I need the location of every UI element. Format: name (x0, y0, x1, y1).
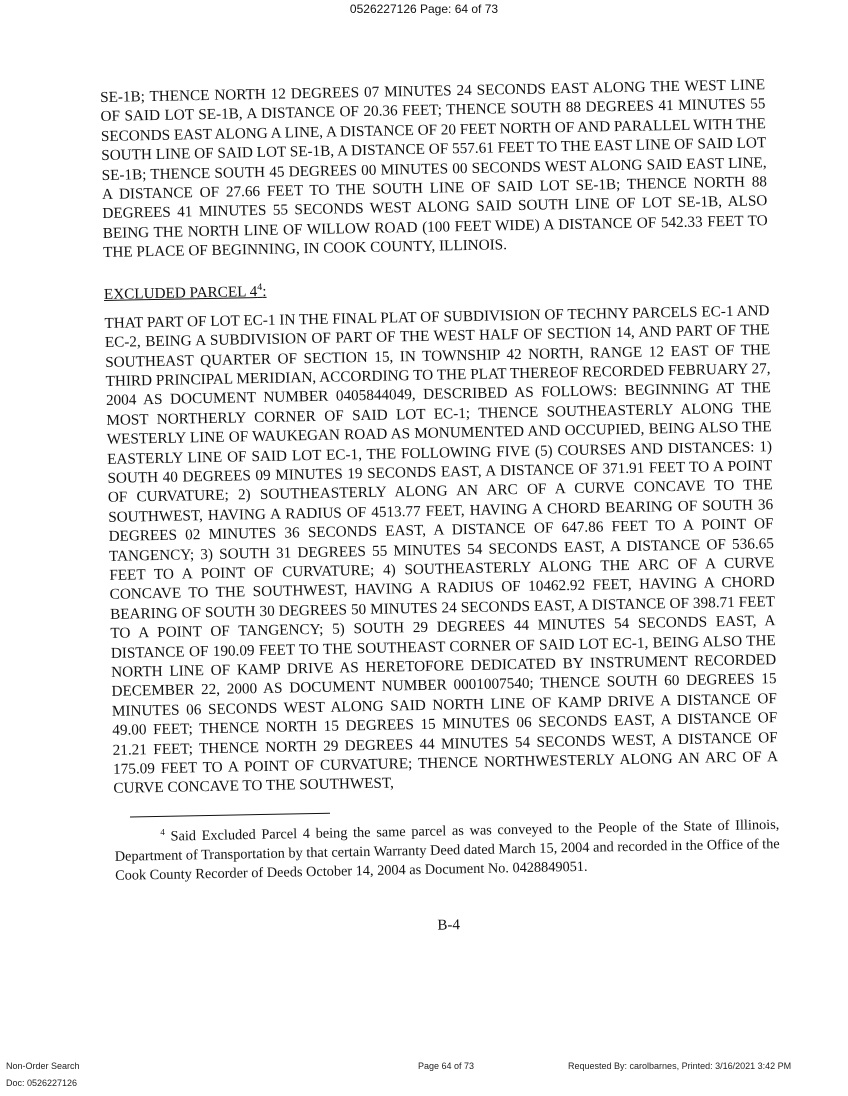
footer-page-count: Page 64 of 73 (418, 1061, 475, 1071)
document-body (100, 75, 781, 940)
footnote-text: Said Excluded Parcel 4 being the same parcel as was conveyed to the People of the State of Illinois, Department of Transportation by that certain Warranty Deed dated March 15, 2004 and recorded in the Office of the Cook County Recorder of Deeds October 14, 2004 as Document No. 0428849051. (114, 816, 780, 884)
footnote-reference: 4 (257, 281, 263, 293)
footer-search-type: Non-Order Search (6, 1061, 80, 1071)
legal-description-paragraph: SE-1B; THENCE NORTH 12 DEGREES 07 MINUTES 24 SECONDS EAST ALONG THE WEST LINE OF SAID LOT SE-1B, A DISTANCE OF 20.36 FEET; THENCE SOUTH 88 DEGREES 41 MINUTES 55 SECONDS EAST ALONG A LINE, A DISTANCE OF 20 FEET NORTH OF AND PARALLEL WITH THE SOUTH LINE OF SAID LOT SE-1B, A DISTANCE OF 557.61 FEET TO THE EAST LINE OF SAID LOT SE-1B; THENCE SOUTH 45 DEGREES 00 MINUTES 00 SECONDS WEST ALONG SAID EAST LINE, A DISTANCE OF 27.66 FEET TO THE SOUTH LINE OF SAID LOT SE-1B; THENCE NORTH 88 DEGREES 41 MINUTES 55 SECONDS WEST ALONG SAID SOUTH LINE OF LOT SE-1B, ALSO BEING THE NORTH LINE OF WILLOW ROAD (100 FEET WIDE) A DISTANCE OF 542.33 FEET TO THE PLACE OF BEGINNING, IN COOK COUNTY, ILLINOIS. (100, 76, 768, 262)
footnote-mark: 4 (160, 826, 165, 837)
page-label: B-4 (437, 916, 461, 934)
footnote (114, 811, 780, 886)
footnote-divider (130, 813, 330, 818)
page-header: 0526227126 Page: 64 of 73 (349, 2, 499, 16)
section-heading-text: EXCLUDED PARCEL 4 (103, 282, 258, 303)
section-heading-colon: : (262, 282, 267, 300)
footer-doc-number: Doc: 0526227126 (6, 1078, 78, 1088)
excluded-parcel-paragraph: THAT PART OF LOT EC-1 IN THE FINAL PLAT OF SUBDIVISION OF TECHNY PARCELS EC-1 AND EC-2, BEING A SUBDIVISION OF PART OF THE WEST HALF OF SECTION 14, AND PART OF THE SOUTHEAST QUARTER OF SECTION 15, IN TOWNSHIP 42 NORTH, RANGE 12 EAST OF THE THIRD PRINCIPAL MERIDIAN, ACCORDING TO THE PLAT THEREOF RECORDED FEBRUARY 27, 2004 AS DOCUMENT NUMBER 0405844049, DESCRIBED AS FOLLOWS: BEGINNING AT THE MOST NORTHERLY CORNER OF SAID LOT EC-1; THENCE SOUTHEASTERLY ALONG THE WESTERLY LINE OF WAUKEGAN ROAD AS MONUMENTED AND OCCUPIED, BEING ALSO THE EASTERLY LINE OF SAID LOT EC-1, THE FOLLOWING FIVE (5) COURSES AND DISTANCES: 1) SOUTH 40 DEGREES 09 MINUTES 19 SECONDS EAST, A DISTANCE OF 371.91 FEET TO A POINT OF CURVATURE; 2) SOUTHEASTERLY ALONG AN ARC OF A CURVE CONCAVE TO THE SOUTHWEST, HAVING A RADIUS OF 4513.77 FEET, HAVING A CHORD BEARING OF SOUTH 36 DEGREES 02 MINUTES 36 SECONDS EAST, A DISTANCE OF 647.86 FEET TO A POINT OF TANGENCY; 3) SOUTH 31 DEGREES 55 MINUTES 54 SECONDS EAST, A DISTANCE OF 536.65 FEET TO A POINT OF CURVATURE; 4) SOUTHEASTERLY ALONG THE ARC OF A CURVE CONCAVE TO THE SOUTHWEST, HAVING A RADIUS OF 10462.92 FEET, HAVING A CHORD BEARING OF SOUTH 30 DEGREES 50 MINUTES 24 SECONDS EAST, A DISTANCE OF 398.71 FEET TO A POINT OF TANGENCY; 5) SOUTH 29 DEGREES 44 MINUTES 54 SECONDS EAST, A DISTANCE OF 190.09 FEET TO THE SOUTHEAST CORNER OF SAID LOT EC-1, BEING ALSO THE NORTH LINE OF KAMP DRIVE AS HERETOFORE DEDICATED BY INSTRUMENT RECORDED DECEMBER 22, 2000 AS DOCUMENT NUMBER 0001007540; THENCE SOUTH 60 DEGREES 15 MINUTES 06 SECONDS WEST ALONG SAID NORTH LINE OF KAMP DRIVE A DISTANCE OF 49.00 FEET; THENCE NORTH 15 DEGREES 15 MINUTES 06 SECONDS EAST, A DISTANCE OF 21.21 FEET; THENCE NORTH 29 DEGREES 44 MINUTES 54 SECONDS WEST, A DISTANCE OF 175.09 FEET TO A POINT OF CURVATURE; THENCE NORTHWESTERLY ALONG AN ARC OF A CURVE CONCAVE TO THE SOUTHWEST, (104, 301, 779, 798)
section-heading (104, 272, 769, 304)
footer-requested-by: Requested By: carolbarnes, Printed: 3/16/2021 3:42 PM (568, 1061, 792, 1071)
